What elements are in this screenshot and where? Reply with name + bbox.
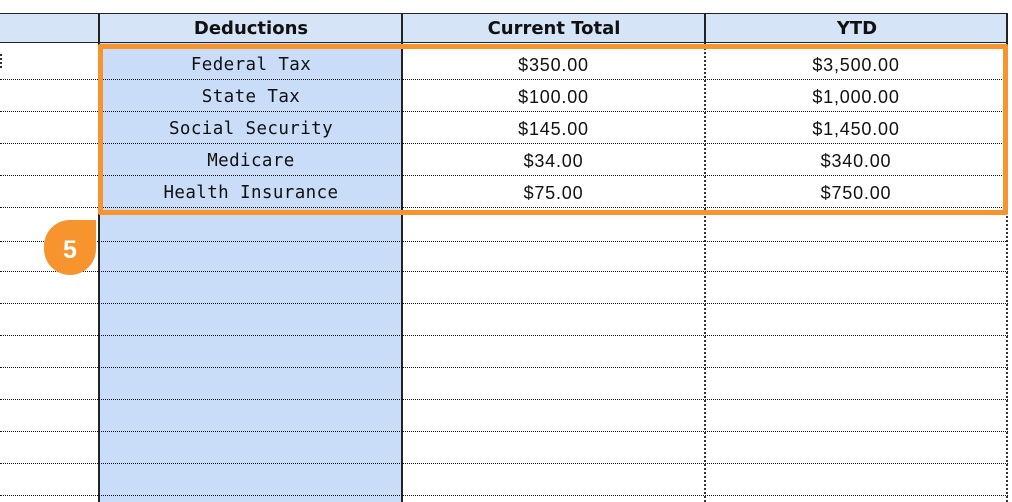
header-ytd[interactable]: YTD bbox=[836, 18, 878, 39]
row-divider bbox=[0, 241, 1008, 242]
cell-current-total[interactable]: $145.00 bbox=[518, 119, 589, 139]
callout-step-number: 5 bbox=[63, 236, 77, 264]
header-deductions[interactable]: Deductions bbox=[193, 18, 309, 39]
row-divider bbox=[0, 367, 1008, 368]
cell-deduction-medicare[interactable]: Medicare bbox=[207, 151, 295, 171]
cell-current-total[interactable]: $350.00 bbox=[518, 55, 589, 75]
header-current-total[interactable]: Current Total bbox=[487, 18, 621, 39]
cell-current-total[interactable]: $100.00 bbox=[518, 87, 589, 107]
cell-ytd[interactable]: $340.00 bbox=[820, 151, 892, 171]
row-divider bbox=[0, 335, 1008, 336]
cell-deduction-health-insurance[interactable]: Health Insurance bbox=[163, 183, 339, 203]
row-divider bbox=[0, 271, 1008, 272]
row-divider bbox=[0, 303, 1008, 304]
row-divider bbox=[0, 495, 1008, 496]
row-divider bbox=[0, 399, 1008, 400]
column-divider bbox=[1006, 13, 1008, 44]
header-cell-empty[interactable] bbox=[0, 13, 99, 43]
row-divider bbox=[0, 431, 1008, 432]
row-divider bbox=[0, 463, 1008, 464]
cell-current-total[interactable]: $34.00 bbox=[523, 151, 584, 171]
cell-current-total[interactable]: $75.00 bbox=[523, 183, 584, 203]
column-divider bbox=[0, 54, 5, 68]
cell-deduction-federal-tax[interactable]: Federal Tax bbox=[190, 55, 312, 75]
cell-ytd[interactable]: $1,000.00 bbox=[812, 87, 900, 107]
cell-ytd[interactable]: $3,500.00 bbox=[812, 55, 900, 75]
column-divider bbox=[704, 13, 706, 44]
cell-deduction-social-security[interactable]: Social Security bbox=[168, 119, 334, 139]
callout-highlight-box bbox=[98, 44, 1008, 215]
cell-deduction-state-tax[interactable]: State Tax bbox=[201, 87, 301, 107]
cell-ytd[interactable]: $750.00 bbox=[820, 183, 892, 203]
cell-ytd[interactable]: $1,450.00 bbox=[812, 119, 900, 139]
